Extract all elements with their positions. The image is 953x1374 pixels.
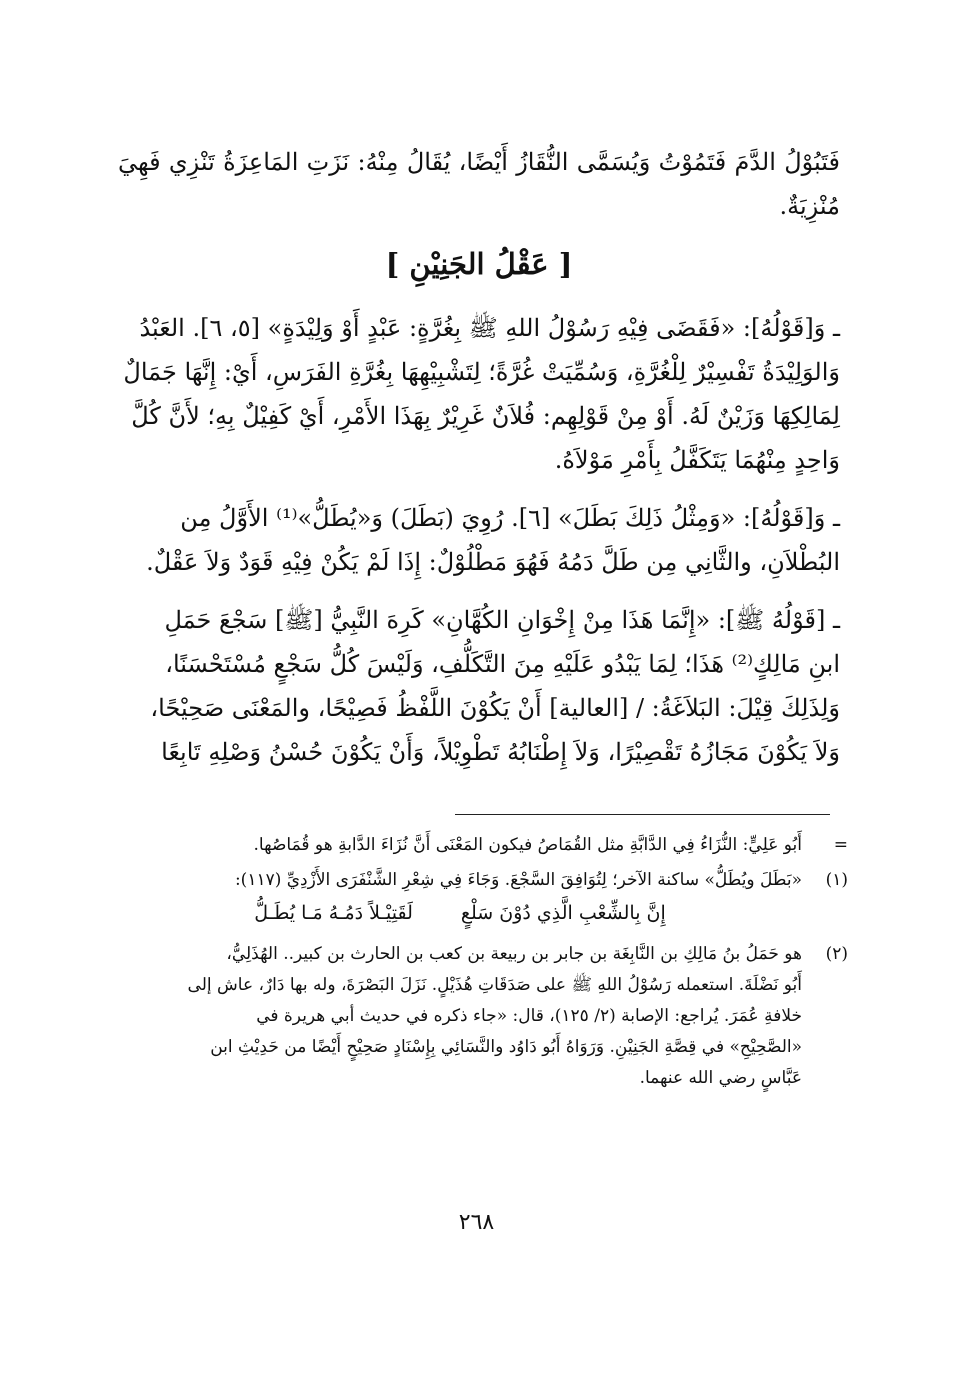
verse-first-hemistich: إِنَّ بِالشِّعْبِ الَّذِي دُوْنَ سَلْعٍ (460, 902, 666, 924)
footnote-body (118, 830, 802, 861)
footnote-line: «بَطَلَ ويُطَلُّ» ساكنة الآخر؛ لِتُوَافِقَ السَّجْعَ. وَجَاءَ فِي شِعْرِ الشَّنْفَرَى الأَزْدِيِّ (١١٧): (234, 870, 802, 890)
paragraph-line: ابنِ مَالِكٍ⁽²⁾ هَذَا؛ لِمَا يَبْدُو عَلَيْهِ مِنَ التَّكَلُّفِ، وَلَيْسَ كُلُّ سَجْعٍ مُسْتَحْسَنًا، (165, 650, 840, 678)
continued-text-line: فَتَبُوْلُ الدَّمَ فَتَمُوْتُ وَيُسَمَّى النُّقَازُ أَيْضًا، يُقَالُ مِنْهُ: نَزَتِ المَاعِزَةُ تَنْزِي فَهِيَ مُنْزِيَةٌ. (118, 148, 840, 220)
footnote-line: خلافةِ عُمَرَ. يُراجع: الإصابة (٢/ ١٢٥)، قال: «جاء ذكره في حديث أبي هريرة في (256, 1006, 802, 1026)
paragraph-line: ـ [قَوْلُهُ ﷺ]: «إِنَّمَا هَذَا مِنْ إِخْوَانِ الكُهَّانِ» كَرِهَ النَّبِيُّ [ﷺ] سَجْعَ حَمَلِ (164, 606, 840, 634)
footnote-body (118, 939, 802, 1094)
section-heading: [ عَقْلُ الجَنِيْنِ ] (385, 247, 573, 281)
footnote-marker: (٢) (825, 944, 848, 964)
page-number: ٢٦٨ (458, 1210, 495, 1235)
paragraph-kuhhan (118, 598, 840, 774)
paragraph-line: وَاحِدٍ مِنْهُمَا يَتَكَفَّلُ بِأَمْرِ مَوْلاَهُ. (554, 446, 840, 474)
footnote-2 (118, 939, 848, 1094)
footnote-marker: = (833, 835, 848, 855)
footnote-line: «الصَّحِيْحِ» في قِصَّةِ الجَنِيْنِ. وَرَوَاهُ أَبُو دَاوُد والنَّسَائِي بِإِسْنَادٍ صَحِيْحٍ أَيْضًا من حَدِيْثِ ابن (210, 1037, 802, 1057)
footnote-line: عَبَّاسٍ رضي الله عنهما. (639, 1068, 802, 1088)
footnotes (118, 830, 848, 1098)
paragraph-batal (118, 496, 840, 584)
footnote-marker: (١) (825, 870, 848, 890)
paragraph-line: وَلاَ يَكُوْنَ مَجَازُهُ تَقْصِيْرًا، وَلاَ إِطْنَابُهُ تَطْوِيْلاً، وَأَنْ يَكُوْنَ حُسْنُ وَصْلِهِ تَابِعًا (161, 738, 840, 766)
paragraph-line: وَالوَلِيْدَةُ تَفْسِيْرٌ لِلْغُرَّةِ، وَسُمِّيَتْ غُرَّةً؛ لِتَشْبِيْهِهَا بِغُرَّةِ الفَرَسِ، أَيْ: إِنَّهَا جَمَالٌ (123, 358, 840, 386)
footnote-body (118, 865, 802, 935)
paragraph-line: وَلِذَلِكَ قِيْلَ: البَلاَغَةُ: / [العالية] أَنْ يَكُوْنَ اللَّفْظُ فَصِيْحًا، والمَعْنَى صَحِيْحًا، (150, 694, 840, 722)
paragraph-line: ـ وَ[قَوْلُهُ]: «وَمِثْلُ ذَلِكَ بَطَلَ» [٦]. رُوِيَ (بَطَلَ) وَ«يُطَلُّ»⁽¹⁾ الأَوَّلُ مِن (180, 504, 840, 532)
footnote-line: أَبُو نَضْلَةَ. استعمله رَسُوْلُ اللهِ ﷺ على صَدَقَاتِ هُذَيْلٍ. نَزَلَ البَصْرَةَ، وله بها دَارٌ، عاش إلى (187, 975, 802, 995)
paragraph-line: البُطْلاَنِ، والثَّانِي مِن طَلَّ دَمُهُ فَهُوَ مَطْلُوْلٌ: إِذَا لَمْ يَكُنْ فِيْهِ قَوَدٌ وَلاَ عَقْلٌ. (146, 548, 840, 576)
verse-second-hemistich: لَقَتِيْـلاً دَمُـهُ مَـا يُطَـلُّ (254, 902, 413, 924)
footnote-continued (118, 830, 848, 861)
footnote-line: هو حَمَلُ بنُ مَالِكِ بن النَّابِغَة بن جابر بن ربيعة بن كعب بن الحارث بن كبير.. الهُذَلِيُّ، (226, 944, 802, 964)
footnote-1 (118, 865, 848, 935)
poetry-verse (118, 898, 802, 929)
main-text (118, 140, 840, 788)
paragraph-line: ـ وَ[قَوْلُهُ]: «فَقَضَى فِيْهِ رَسُوْلُ اللهِ ﷺ بِغُرَّةٍ: عَبْدٍ أَوْ وَلِيْدَةٍ» [٥، ٦]. العَبْدُ (139, 314, 840, 342)
footnote-line: أَبُو عَلِيٍّ: النُّزَاءُ فِي الدَّابَّةِ مثل القُمَاصُ فيكون المَعْنَى أَنَّ نُزَاءَ الدَّابةِ هو قُمَاصُها. (253, 835, 802, 855)
footnote-divider (455, 814, 830, 815)
paragraph-ghurra (118, 306, 840, 482)
paragraph-line: لِمَالِكِهَا وَزَيْنٌ لَهُ. أَوْ مِنْ قَوْلِهِم: فُلاَنٌ غَرِيْرٌ بِهَذَا الأَمْرِ، أَيْ كَفِيْلٌ بِهِ؛ لأَنَّ كُلَّ (131, 402, 840, 430)
